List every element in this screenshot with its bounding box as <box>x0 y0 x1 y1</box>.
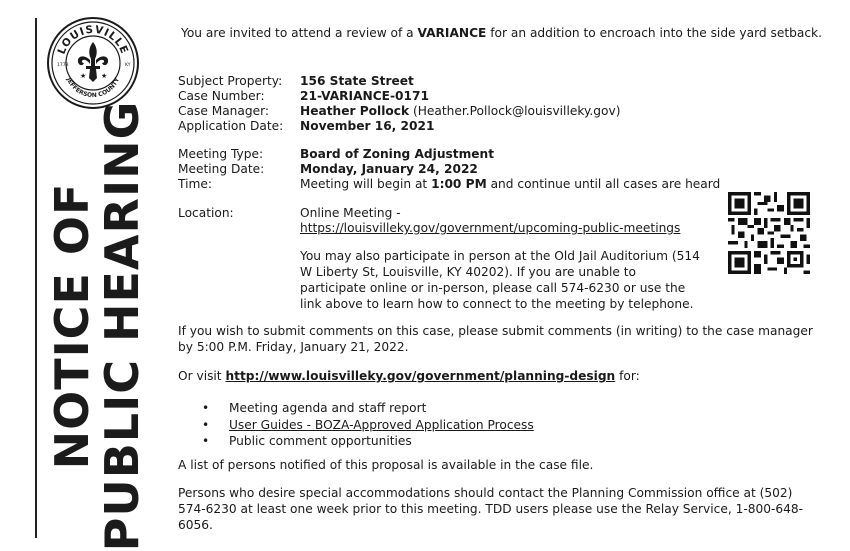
louisville-seal-logo <box>46 16 140 110</box>
planning-design-link[interactable]: http://www.louisvilleky.gov/government/planning-design <box>225 369 616 383</box>
in-person-paragraph: You may also participate in person at the Old Jail Auditorium (514 W Liberty St, Louisville, KY 40202). If you are unable to participate online or in-person, please call 574-6230 or use the link above to learn how to connect to the meeting by telephone. <box>300 249 700 311</box>
time-label: Time: <box>178 177 212 191</box>
case-manager-value: Heather Pollock (Heather.Pollock@louisvilleky.gov) <box>300 104 621 118</box>
qr-code-icon <box>728 192 810 274</box>
case-manager-email: (Heather.Pollock@louisvilleky.gov) <box>412 104 621 118</box>
visit-line: Or visit http://www.louisvilleky.gov/government/planning-design for: <box>178 369 640 383</box>
user-guides-link: User Guides - BOZA-Approved Application Process <box>229 417 534 432</box>
case-number-value: 21-VARIANCE-0171 <box>300 89 429 103</box>
seal-bottom-text: JEFFERSON COUNTY <box>64 76 122 100</box>
bullet-icon: • <box>202 401 210 415</box>
star-icon: ★ <box>80 72 87 80</box>
variance-keyword: VARIANCE <box>417 26 487 40</box>
vertical-rule <box>35 18 37 538</box>
meeting-date-value: Monday, January 24, 2022 <box>300 162 478 176</box>
subject-property-value: 156 State Street <box>300 74 414 88</box>
case-manager-label: Case Manager: <box>178 104 270 118</box>
application-date-label: Application Date: <box>178 119 284 133</box>
list-item[interactable] <box>202 417 534 434</box>
location-online: Online Meeting - <box>300 206 401 220</box>
bullet-icon: • <box>202 417 210 432</box>
case-number-label: Case Number: <box>178 89 265 103</box>
notified-paragraph: A list of persons notified of this proposal is available in the case file. <box>178 458 594 472</box>
star-icon: ★ <box>101 72 108 80</box>
notice-title-line2: PUBLIC HEARING <box>95 100 149 551</box>
upcoming-meetings-link[interactable]: https://louisvilleky.gov/government/upcoming-public-meetings <box>300 221 681 235</box>
seal-state: KY <box>125 63 131 68</box>
subject-property-label: Subject Property: <box>178 74 283 88</box>
bullet-list <box>202 400 534 450</box>
seal-top-text: LOUISVILLE <box>55 23 131 57</box>
meeting-type-value: Board of Zoning Adjustment <box>300 147 495 161</box>
application-date-value: November 16, 2021 <box>300 119 435 133</box>
location-label: Location: <box>178 206 234 220</box>
invitation-line: You are invited to attend a review of a VARIANCE for an addition to encroach into the side yard setback. <box>181 26 822 40</box>
seal-year: 1778 <box>57 63 69 68</box>
accommodations-paragraph: Persons who desire special accommodations should contact the Planning Commission office at (502) 574-6230 at least one week prior to this meeting. TDD users please use the Relay Service, 1-800-648-6056. <box>178 486 804 532</box>
time-value: Meeting will begin at 1:00 PM and continue until all cases are heard <box>300 177 721 191</box>
meeting-type-label: Meeting Type: <box>178 147 264 161</box>
list-item: • Meeting agenda and staff report <box>202 401 427 415</box>
meeting-date-label: Meeting Date: <box>178 162 265 176</box>
comments-paragraph: If you wish to submit comments on this case, please submit comments (in writing) to the case manager by 5:00 P.M. Friday, January 21, 2022. <box>178 324 813 354</box>
list-item: • Public comment opportunities <box>202 434 412 448</box>
bullet-icon: • <box>202 434 210 448</box>
notice-title-line1: NOTICE OF <box>45 182 99 470</box>
